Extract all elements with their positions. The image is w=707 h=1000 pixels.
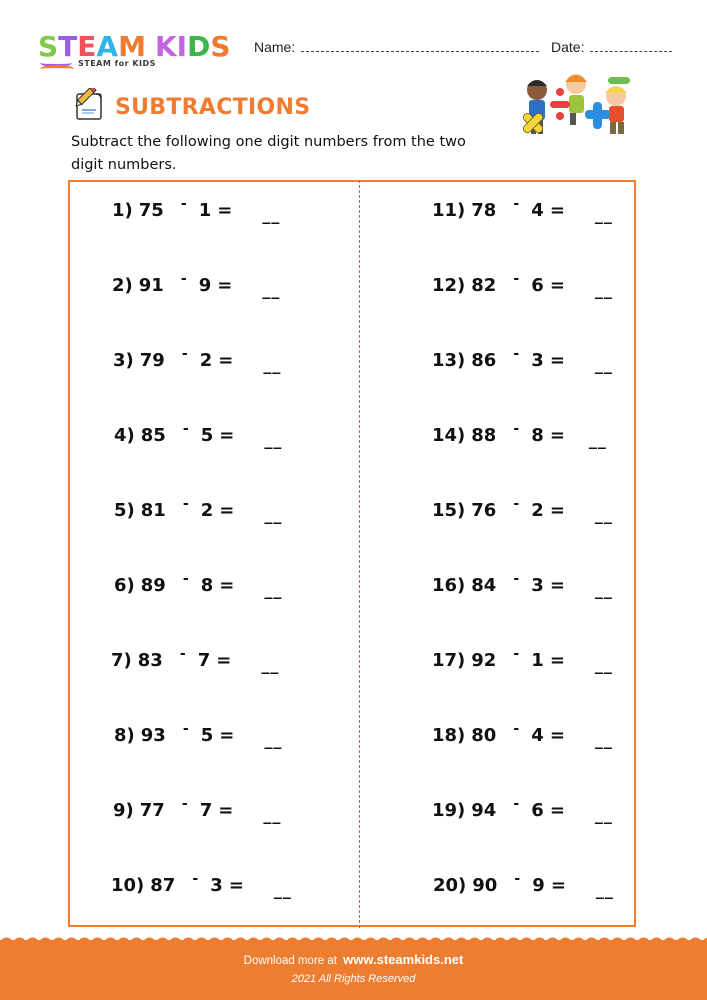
logo-swoosh-orange — [40, 65, 74, 73]
minus-sign: - — [182, 571, 189, 587]
page-title: SUBTRACTIONS — [115, 95, 311, 120]
footer-download-text: Download more at — [243, 955, 337, 967]
date-field[interactable] — [551, 39, 672, 55]
minuend: 81 — [140, 500, 166, 521]
equals-sign: = — [219, 725, 235, 746]
answer-blank[interactable]: __ — [261, 655, 280, 674]
problem-number: 2) — [112, 275, 133, 296]
problem-number: 8) — [114, 725, 135, 746]
minuend: 93 — [140, 725, 166, 746]
minus-sign: - — [180, 196, 187, 212]
equals-sign: = — [217, 200, 233, 221]
problem-9 — [113, 796, 282, 824]
footer-copyright: 2021 All Rights Reserved — [291, 973, 416, 985]
logo-letter — [146, 33, 155, 61]
minus-sign: - — [513, 346, 520, 362]
problem-18 — [432, 721, 613, 749]
subtrahend: 2 — [200, 500, 214, 521]
minus-sign: - — [513, 721, 520, 737]
answer-blank[interactable]: __ — [263, 805, 282, 824]
minus-sign: - — [180, 271, 187, 287]
problem-number: 5) — [114, 500, 135, 521]
problem-12 — [432, 271, 613, 299]
footer-download-line — [0, 952, 707, 967]
answer-blank[interactable]: __ — [264, 730, 283, 749]
logo-letter: M — [118, 30, 146, 63]
equals-sign: = — [228, 875, 244, 896]
minus-sign: - — [182, 721, 189, 737]
subtrahend: 9 — [532, 875, 545, 896]
minuend: 84 — [471, 575, 497, 596]
minuend: 92 — [471, 650, 497, 671]
problem-17 — [432, 646, 613, 674]
minuend: 94 — [471, 800, 497, 821]
equals-sign: = — [218, 800, 234, 821]
minuend: 86 — [471, 350, 497, 371]
minus-sign: - — [179, 646, 186, 662]
subtrahend: 6 — [531, 275, 544, 296]
minus-sign: - — [181, 346, 188, 362]
minuend: 76 — [471, 500, 497, 521]
problem-6 — [114, 571, 283, 599]
equals-sign: = — [219, 425, 235, 446]
footer-url-link[interactable]: www.steamkids.net — [343, 952, 464, 967]
problem-number: 18) — [432, 725, 466, 746]
problem-number: 4) — [114, 425, 135, 446]
subtrahend: 4 — [531, 200, 544, 221]
subtrahend: 8 — [200, 575, 214, 596]
subtrahend: 5 — [200, 425, 214, 446]
answer-blank[interactable]: __ — [594, 580, 613, 599]
problem-number: 3) — [113, 350, 134, 371]
answer-blank[interactable]: __ — [262, 280, 281, 299]
footer — [0, 940, 707, 1000]
equals-sign: = — [549, 725, 565, 746]
minuend: 83 — [137, 650, 163, 671]
minus-sign: - — [514, 871, 521, 887]
minuend: 91 — [138, 275, 164, 296]
problem-number: 19) — [432, 800, 466, 821]
problem-number: 10) — [111, 875, 145, 896]
answer-blank[interactable]: __ — [594, 205, 613, 224]
answer-blank[interactable]: __ — [595, 880, 614, 899]
problem-number: 1) — [112, 200, 133, 221]
problem-number: 15) — [432, 500, 466, 521]
logo-letter: D — [187, 30, 211, 63]
subtrahend: 6 — [531, 800, 544, 821]
equals-sign: = — [217, 275, 233, 296]
minuend: 82 — [471, 275, 497, 296]
problem-number: 11) — [432, 200, 466, 221]
answer-blank[interactable]: __ — [594, 355, 613, 374]
minuend: 88 — [471, 425, 497, 446]
problem-11 — [432, 196, 613, 224]
equals-sign: = — [549, 800, 565, 821]
problem-13 — [432, 346, 613, 374]
subtrahend: 4 — [531, 725, 544, 746]
problem-2 — [112, 271, 281, 299]
problem-8 — [114, 721, 283, 749]
subtrahend: 8 — [531, 425, 544, 446]
answer-blank[interactable]: __ — [594, 280, 613, 299]
instructions: Subtract the following one digit numbers from the two digit numbers. — [71, 134, 466, 173]
name-input-line[interactable] — [301, 40, 539, 52]
equals-sign: = — [549, 650, 565, 671]
equals-sign: = — [549, 425, 565, 446]
equals-sign: = — [549, 500, 565, 521]
problem-3 — [113, 346, 282, 374]
logo-letter: E — [77, 30, 97, 63]
name-field[interactable] — [254, 39, 539, 55]
problem-number: 6) — [114, 575, 135, 596]
problem-20 — [433, 871, 614, 899]
problem-number: 12) — [432, 275, 466, 296]
subtrahend: 1 — [198, 200, 212, 221]
equals-sign: = — [549, 200, 565, 221]
answer-blank[interactable]: __ — [262, 205, 281, 224]
answer-blank[interactable]: __ — [594, 805, 613, 824]
minus-sign: - — [513, 271, 520, 287]
logo-letter: A — [96, 30, 119, 63]
equals-sign: = — [216, 650, 232, 671]
answer-blank[interactable]: __ — [588, 430, 607, 449]
problem-1 — [112, 196, 281, 224]
subtrahend: 1 — [531, 650, 544, 671]
logo-letter: S — [210, 30, 231, 63]
minus-sign: - — [513, 421, 520, 437]
equals-sign: = — [219, 500, 235, 521]
equals-sign: = — [219, 575, 235, 596]
problem-number: 16) — [432, 575, 466, 596]
subtrahend: 9 — [198, 275, 212, 296]
subtrahend: 3 — [531, 350, 544, 371]
name-label: Name: — [254, 39, 296, 55]
problem-7 — [111, 646, 280, 674]
problem-number: 14) — [432, 425, 466, 446]
problem-16 — [432, 571, 613, 599]
minus-sign: - — [513, 646, 520, 662]
subtrahend: 2 — [199, 350, 213, 371]
problem-15 — [432, 496, 613, 524]
minuend: 90 — [472, 875, 498, 896]
minuend: 80 — [471, 725, 497, 746]
logo-subtitle: STEAM for KIDS — [78, 59, 156, 68]
minuend: 89 — [140, 575, 166, 596]
minus-sign: - — [182, 421, 189, 437]
steam-kids-logo — [38, 30, 238, 73]
kids-math-illustration — [515, 68, 640, 156]
logo-letter: S — [38, 30, 59, 63]
logo-wordmark — [38, 30, 238, 63]
equals-sign: = — [549, 350, 565, 371]
minuend: 77 — [139, 800, 165, 821]
column-divider — [359, 180, 360, 928]
date-input-line[interactable] — [590, 40, 672, 52]
date-label: Date: — [551, 39, 585, 55]
minus-sign: - — [513, 796, 520, 812]
problem-5 — [114, 496, 283, 524]
answer-blank[interactable]: __ — [273, 880, 292, 899]
answer-blank[interactable]: __ — [264, 580, 283, 599]
equals-sign: = — [550, 875, 566, 896]
answer-blank[interactable]: __ — [264, 505, 283, 524]
subtrahend: 7 — [197, 650, 211, 671]
subtrahend: 5 — [200, 725, 214, 746]
minus-sign: - — [513, 496, 520, 512]
problem-number: 9) — [113, 800, 134, 821]
answer-blank[interactable]: __ — [263, 355, 282, 374]
logo-letter: K — [154, 30, 177, 63]
problem-14 — [432, 421, 607, 449]
answer-blank[interactable]: __ — [594, 730, 613, 749]
equals-sign: = — [549, 575, 565, 596]
logo-letter: T — [58, 30, 78, 63]
equals-sign: = — [549, 275, 565, 296]
minus-sign: - — [182, 496, 189, 512]
problem-number: 7) — [111, 650, 132, 671]
answer-blank[interactable]: __ — [594, 505, 613, 524]
minuend: 87 — [150, 875, 176, 896]
answer-blank[interactable]: __ — [264, 430, 283, 449]
minus-sign: - — [513, 196, 520, 212]
answer-blank[interactable]: __ — [594, 655, 613, 674]
subtrahend: 3 — [531, 575, 544, 596]
minuend: 79 — [139, 350, 165, 371]
subtrahend: 3 — [210, 875, 223, 896]
minus-sign: - — [192, 871, 199, 887]
logo-letter: I — [176, 30, 188, 63]
problem-number: 20) — [433, 875, 467, 896]
minus-sign: - — [513, 571, 520, 587]
minuend: 78 — [471, 200, 497, 221]
problem-number: 17) — [432, 650, 466, 671]
minuend: 85 — [140, 425, 166, 446]
equals-sign: = — [218, 350, 234, 371]
minuend: 75 — [138, 200, 164, 221]
subtrahend: 2 — [531, 500, 544, 521]
problem-19 — [432, 796, 613, 824]
problem-10 — [111, 871, 292, 899]
subtrahend: 7 — [199, 800, 213, 821]
problem-number: 13) — [432, 350, 466, 371]
minus-sign: - — [181, 796, 188, 812]
pencil-paper-icon — [72, 88, 106, 122]
problem-4 — [114, 421, 283, 449]
